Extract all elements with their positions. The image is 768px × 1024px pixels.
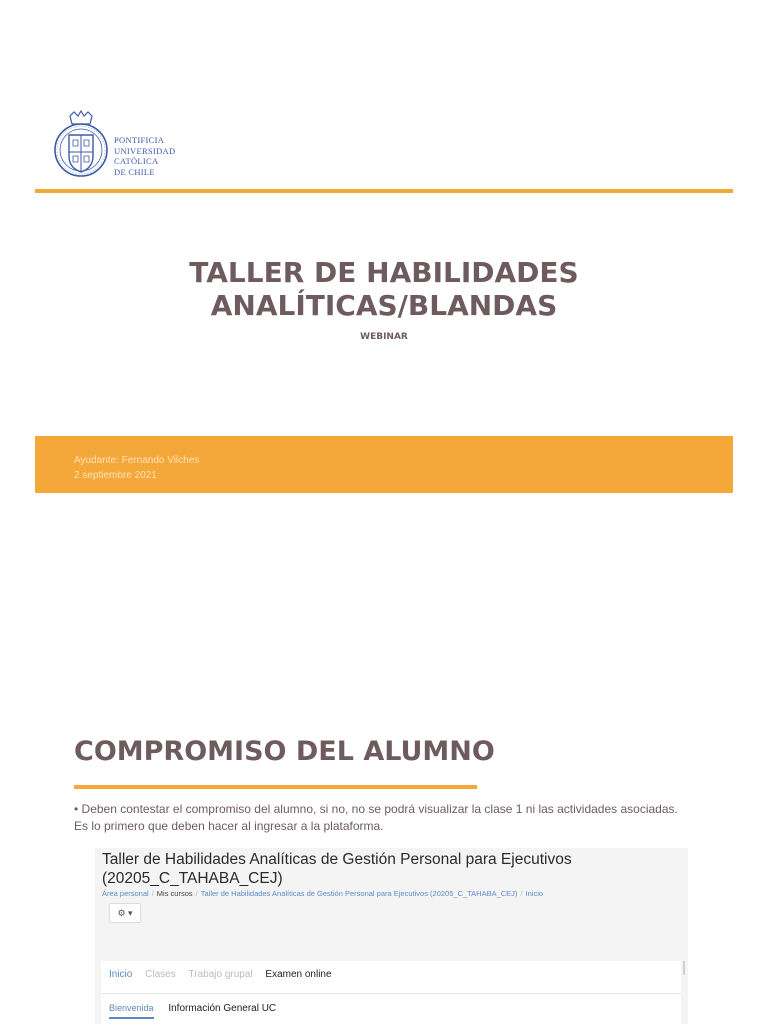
breadcrumb-item[interactable]: Área personal	[102, 889, 149, 898]
breadcrumb-item[interactable]: Inicio	[525, 889, 544, 898]
slide-commitment	[0, 700, 768, 1024]
scrollbar[interactable]	[683, 961, 685, 975]
tab-examen-online[interactable]: Examen online	[265, 969, 332, 980]
university-logo	[52, 110, 192, 186]
presentation-date: 2 septiembre 2021	[74, 470, 157, 481]
subtab-informacion-general[interactable]: Información General UC	[168, 1003, 277, 1014]
subtab-bienvenida[interactable]: Bienvenida	[109, 1003, 154, 1019]
slide-subtitle: WEBINAR	[360, 332, 408, 342]
course-tabs	[109, 969, 342, 980]
presenter-band	[35, 436, 733, 493]
presenter-name: Ayudante: Fernando Vilches	[74, 455, 200, 466]
tabs-divider	[101, 993, 681, 994]
section-heading: COMPROMISO DEL ALUMNO	[74, 736, 495, 767]
crest-icon	[52, 110, 110, 186]
tab-trabajo-grupal[interactable]: Trabajo grupal	[188, 969, 253, 980]
course-subtabs	[109, 1003, 288, 1019]
slide-title-line: ANALÍTICAS/BLANDAS	[210, 289, 558, 322]
course-tabs-panel	[101, 961, 681, 1024]
slide-title-line: TALLER DE HABILIDADES	[189, 256, 579, 289]
breadcrumb-item[interactable]: Taller de Habilidades Analíticas de Gestión Personal para Ejecutivos (20205_C_TAHABA_CEJ)	[200, 889, 518, 898]
tab-inicio[interactable]: Inicio	[109, 969, 133, 980]
logo-line: CATÓLICA	[114, 156, 159, 166]
breadcrumb: Área personal / Mis cursos / Taller de Habilidades Analíticas de Gestión Personal para Ejecutivos (20205_C_TAHABA_CEJ) / Inicio	[102, 889, 544, 898]
logo-line: DE CHILE	[114, 166, 155, 177]
course-title: Taller de Habilidades Analíticas de Gestión Personal para Ejecutivos (20205_C_TAHABA_CEJ)	[102, 851, 572, 887]
presenter-info	[74, 453, 199, 483]
logo-text	[114, 135, 175, 177]
bullet-text: • Deben contestar el compromiso del alumno, si no, no se podrá visualizar la clase 1 ni las actividades asociadas. Es lo primero que deben hacer al ingresar a la plataforma.	[74, 802, 678, 833]
breadcrumb-item[interactable]: Mis cursos	[156, 889, 193, 898]
gear-menu-button[interactable]: ⚙ ▾	[109, 903, 141, 923]
header-divider	[35, 189, 733, 193]
slide-title	[35, 256, 733, 322]
course-screenshot	[95, 848, 688, 1024]
heading-underline	[74, 785, 477, 789]
logo-line: PONTIFICIA	[114, 135, 165, 145]
tab-clases[interactable]: Clases	[145, 969, 176, 980]
logo-line: UNIVERSIDAD	[114, 145, 176, 156]
